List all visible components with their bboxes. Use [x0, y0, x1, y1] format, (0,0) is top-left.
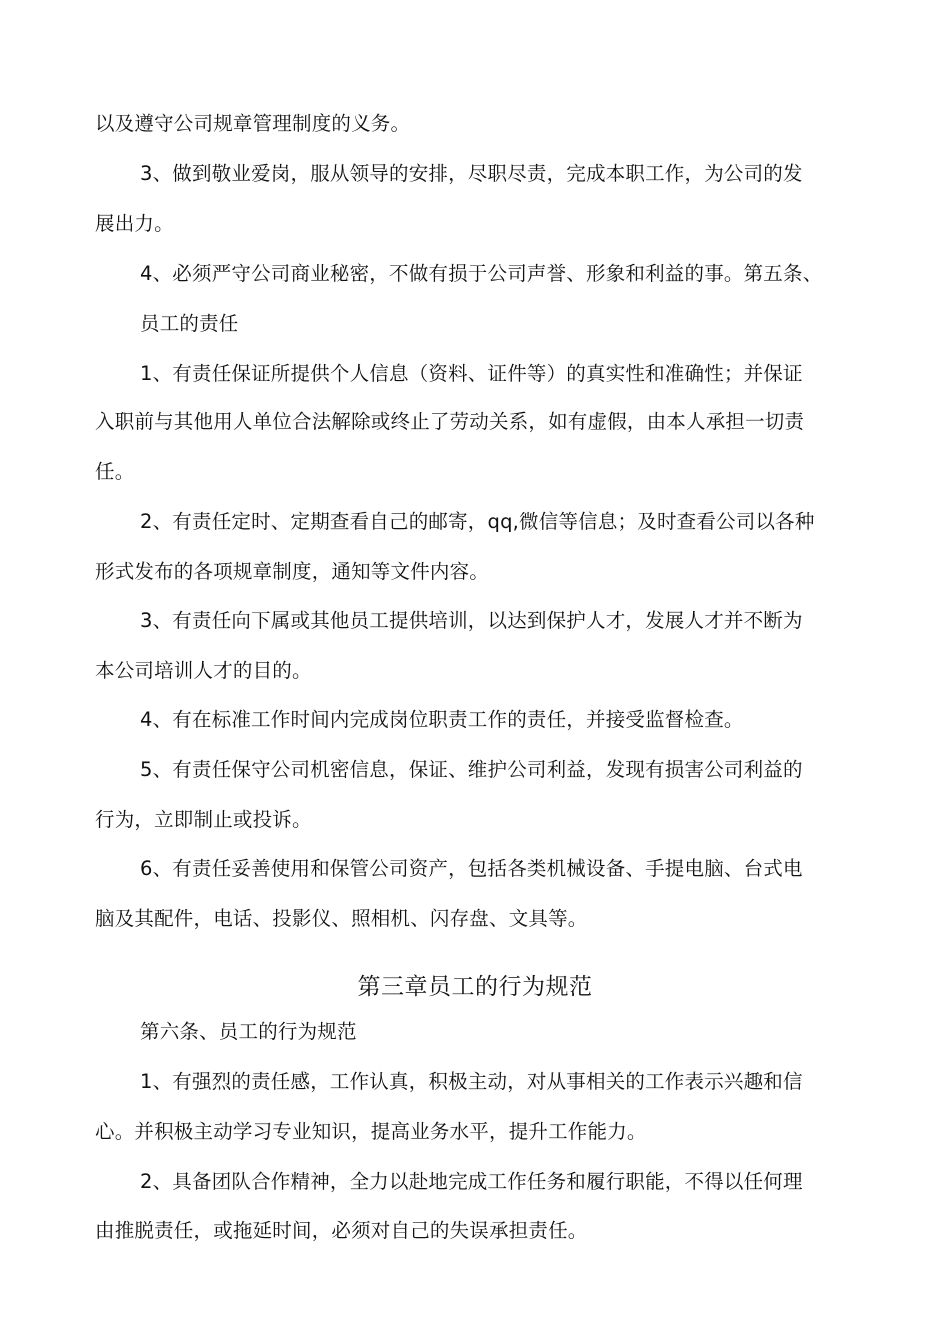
paragraph-line: 展出力。	[95, 212, 174, 235]
paragraph-line: 脑及其配件，电话、投影仪、照相机、闪存盘、文具等。	[95, 907, 588, 930]
paragraph-line: 由推脱责任，或拖延时间，必须对自己的失误承担责任。	[95, 1219, 588, 1242]
chapter-heading: 第三章员工的行为规范	[357, 974, 593, 1000]
paragraph-line: 行为，立即制止或投诉。	[95, 808, 312, 831]
paragraph-line: 本公司培训人才的目的。	[95, 659, 312, 682]
paragraph-line: 以及遵守公司规章管理制度的义务。	[95, 112, 411, 135]
paragraph-line: 3、有责任向下属或其他员工提供培训，以达到保护人才，发展人才并不断为	[140, 609, 803, 632]
paragraph-line: 2、有责任定时、定期查看自己的邮寄，qq,微信等信息；及时查看公司以各种	[140, 510, 815, 533]
paragraph-line: 任。	[95, 460, 135, 483]
paragraph-line: 3、做到敬业爱岗，服从领导的安排，尽职尽责，完成本职工作，为公司的发	[140, 162, 803, 185]
paragraph-line: 1、有强烈的责任感，工作认真，积极主动，对从事相关的工作表示兴趣和信	[140, 1070, 803, 1093]
paragraph-line: 形式发布的各项规章制度，通知等文件内容。	[95, 560, 490, 583]
paragraph-line: 1、有责任保证所提供个人信息（资料、证件等）的真实性和准确性；并保证	[140, 362, 803, 385]
section-title: 第六条、员工的行为规范	[140, 1020, 357, 1043]
paragraph-line: 4、有在标准工作时间内完成岗位职责工作的责任，并接受监督检查。	[140, 708, 744, 731]
paragraph-line: 4、必须严守公司商业秘密，不做有损于公司声誉、形象和利益的事。第五条、	[140, 262, 823, 285]
paragraph-line: 5、有责任保守公司机密信息，保证、维护公司利益，发现有损害公司利益的	[140, 758, 803, 781]
paragraph-line: 2、具备团队合作精神，全力以赴地完成工作任务和履行职能，不得以任何理	[140, 1170, 803, 1193]
paragraph-line: 心。并积极主动学习专业知识，提高业务水平，提升工作能力。	[95, 1120, 647, 1143]
section-title: 员工的责任	[140, 312, 239, 335]
paragraph-line: 入职前与其他用人单位合法解除或终止了劳动关系，如有虚假，由本人承担一切责	[95, 410, 805, 433]
paragraph-line: 6、有责任妥善使用和保管公司资产，包括各类机械设备、手提电脑、台式电	[140, 857, 803, 880]
